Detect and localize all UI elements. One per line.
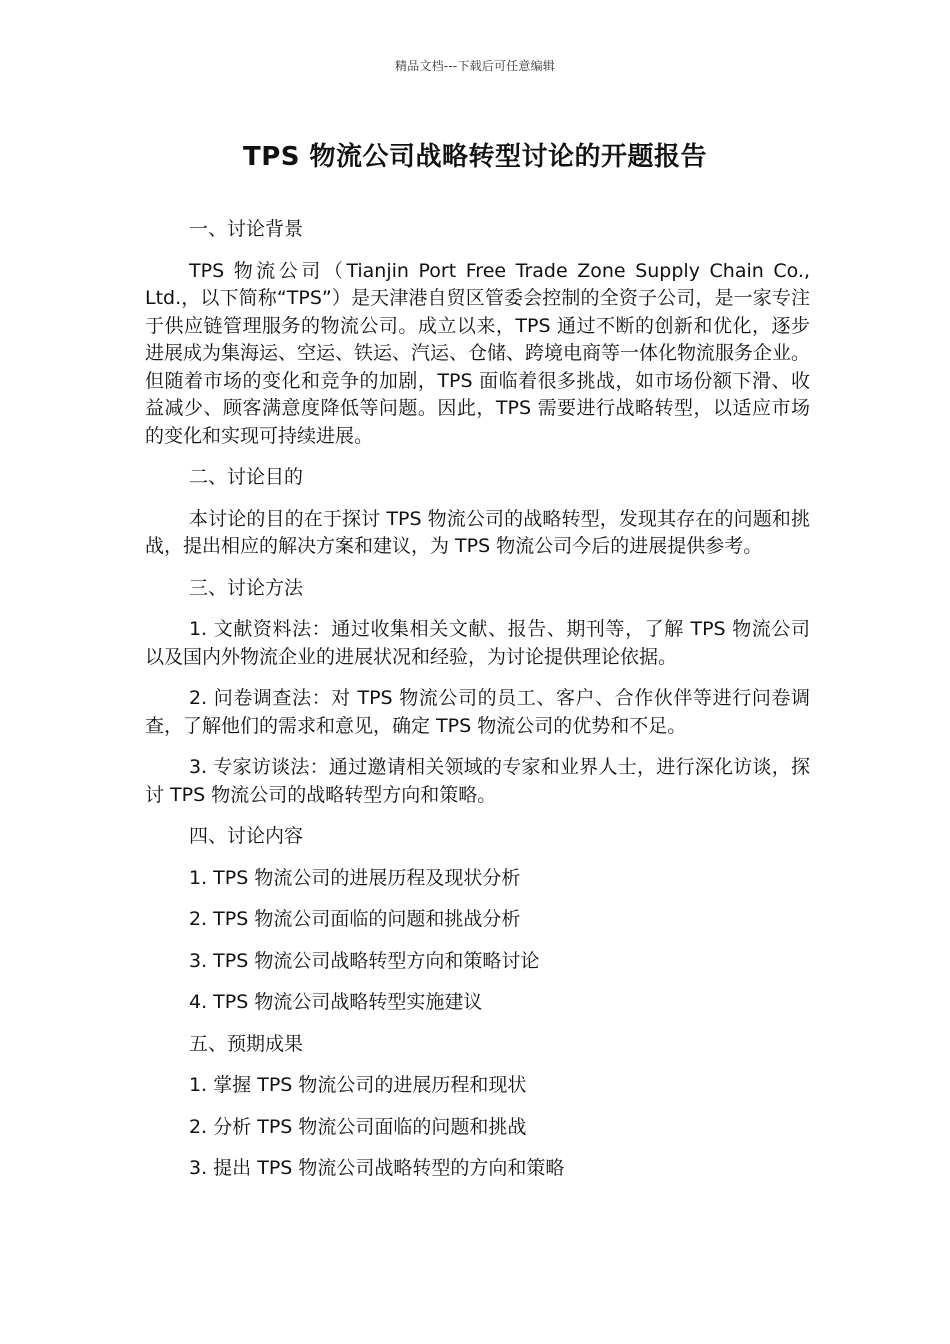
method-item: 1. 文献资料法：通过收集相关文献、报告、期刊等，了解 TPS 物流公司以及国内外物流企业的进展状况和经验，为讨论提供理论依据。 [145, 618, 810, 668]
results-item: 2. 分析 TPS 物流公司面临的问题和挑战 [189, 1115, 527, 1138]
section-heading-results: 五、预期成果 [189, 1032, 304, 1055]
content-item: 1. TPS 物流公司的进展历程及现状分析 [189, 866, 521, 889]
results-item: 1. 掌握 TPS 物流公司的进展历程和现状 [189, 1074, 527, 1096]
method-item: 2. 问卷调查法：对 TPS 物流公司的员工、客户、合作伙伴等进行问卷调查，了解他们的需求和意见，确定 TPS 物流公司的优势和不足。 [145, 687, 810, 737]
content-item: 2. TPS 物流公司面临的问题和挑战分析 [189, 908, 521, 930]
document-title: TPS 物流公司战略转型讨论的开题报告 [242, 142, 708, 172]
results-item: 3. 提出 TPS 物流公司战略转型的方向和策略 [189, 1157, 565, 1179]
method-item: 3. 专家访谈法：通过邀请相关领域的专家和业界人士，进行深化访谈，探讨 TPS 物流公司的战略转型方向和策略。 [145, 756, 810, 806]
section-heading-method: 三、讨论方法 [189, 576, 304, 599]
background-paragraph: TPS 物流公司（Tianjin Port Free Trade Zone Supply Chain Co., Ltd.，以下简称“TPS”）是天津港自贸区管委会控制的全资子公司，是一家专注于供应链管理服务的物流公司。成立以来，TPS 通过不断的创新和优化，逐步进展成为集海运、空运、铁运、汽运、仓储、跨境电商等一体化物流服务企业。但随着市场的变化和竞争的加剧，TPS 面临着很多挑战，如市场份额下滑、收益减少、顾客满意度降低等问题。因此，TPS 需要进行战略转型，以适应市场的变化和实现可持续进展。 [145, 259, 811, 447]
purpose-paragraph: 本讨论的目的在于探讨 TPS 物流公司的战略转型，发现其存在的问题和挑战，提出相应的解决方案和建议，为 TPS 物流公司今后的进展提供参考。 [145, 507, 810, 557]
content-item: 4. TPS 物流公司战略转型实施建议 [189, 991, 483, 1013]
section-heading-background: 一、讨论背景 [189, 218, 304, 240]
header-note: 精品文档---下载后可任意编辑 [395, 59, 555, 73]
section-heading-content: 四、讨论内容 [189, 825, 304, 847]
section-heading-purpose: 二、讨论目的 [189, 466, 304, 488]
content-item: 3. TPS 物流公司战略转型方向和策略讨论 [189, 949, 540, 972]
document-body [145, 216, 810, 1197]
